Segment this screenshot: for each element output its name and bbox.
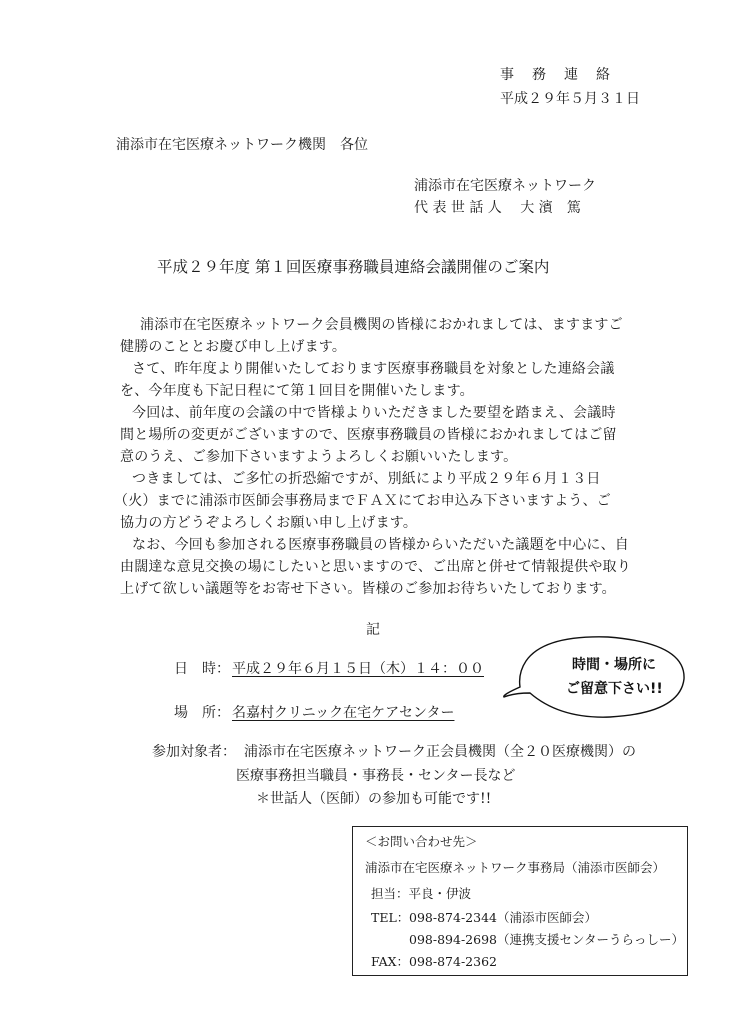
body-line: 意のうえ、ご参加下さいますようよろしくお願いいたします。 <box>120 449 518 465</box>
datetime-label: 日 時： <box>174 661 230 677</box>
contact-office: 浦添市在宅医療ネットワーク事務局（浦添市医師会） <box>365 860 666 875</box>
addressee: 浦添市在宅医療ネットワーク機関 各位 <box>116 137 368 153</box>
body-line: （火）までに浦添市医師会事務局までＦＡＸにてお申込み下さいますよう、ご <box>114 493 611 509</box>
speech-bubble-icon <box>500 633 690 723</box>
body-line: 協力の方どうぞよろしくお願い申し上げます。 <box>120 515 418 531</box>
body-line: なお、今回も参加される医療事務職員の皆様からいただいた議題を中心に、自 <box>132 537 629 553</box>
contact-fax-label: FAX： <box>371 954 410 969</box>
notice-type: 事 務 連 絡 <box>500 67 612 83</box>
body-line: 浦添市在宅医療ネットワーク会員機関の皆様におかれましては、ますますご <box>140 317 623 333</box>
body-line: 由闊達な意見交換の場にしたいと思いますので、ご出席と併せて情報提供や取り <box>120 559 631 575</box>
participants-line2: 医療事務担当職員・事務長・センター長など <box>236 768 516 784</box>
issue-date: 平成２９年５月３１日 <box>500 91 640 107</box>
body-line: 間と場所の変更がございますので、医療事務職員の皆様におかれましてはご留 <box>120 427 617 443</box>
body-line: さて、昨年度より開催いたしております医療事務職員を対象とした連絡会議 <box>132 361 615 377</box>
body-line: 今回は、前年度の会議の中で皆様よりいただきました要望を踏まえ、会議時 <box>132 405 616 421</box>
contact-fax: 098-874-2362 <box>409 954 497 969</box>
body-line: つきましては、ご多忙の折恐縮ですが、別紙により平成２９年６月１３日 <box>132 471 601 487</box>
callout-bubble <box>500 633 690 727</box>
participants-line1: 浦添市在宅医療ネットワーク正会員機関（全２０医療機関）の <box>244 744 636 760</box>
body-line: を、今年度も下記日程にて第１回目を開催いたします。 <box>120 383 474 399</box>
contact-heading: ＜お問い合わせ先＞ <box>365 834 478 849</box>
contact-tel2: 098-894-2698（連携支援センターうらっしー） <box>409 932 684 947</box>
body-line: 上げて欲しい議題等をお寄せ下さい。皆様のご参加お待ちいたしております。 <box>120 581 616 597</box>
document-title: 平成２９年度 第１回医療事務職員連絡会議開催のご案内 <box>157 258 550 276</box>
datetime-value: 平成２９年６月１５日（木）１４：００ <box>232 661 484 677</box>
callout-line2: ご留意下さい!! <box>566 681 663 697</box>
sender-representative: 代 表 世 話 人 大 濱 篤 <box>414 200 581 216</box>
contact-staff: 担当：平良・伊波 <box>371 886 472 901</box>
participants-note: ＊世話人（医師）の参加も可能です!! <box>256 791 492 807</box>
contact-tel-label: TEL： <box>371 910 410 925</box>
contact-box <box>352 826 688 976</box>
contact-tel1: 098-874-2344（浦添市医師会） <box>409 910 597 925</box>
body-line: 健勝のこととお慶び申し上げます。 <box>120 339 347 355</box>
place-value: 名嘉村クリニック在宅ケアセンター <box>232 705 455 721</box>
sender-organization: 浦添市在宅医療ネットワーク <box>414 178 596 194</box>
callout-line1: 時間・場所に <box>572 657 656 673</box>
ki-marker: 記 <box>366 622 380 638</box>
participants-label: 参加対象者： <box>152 744 236 760</box>
place-label: 場 所： <box>174 705 230 721</box>
